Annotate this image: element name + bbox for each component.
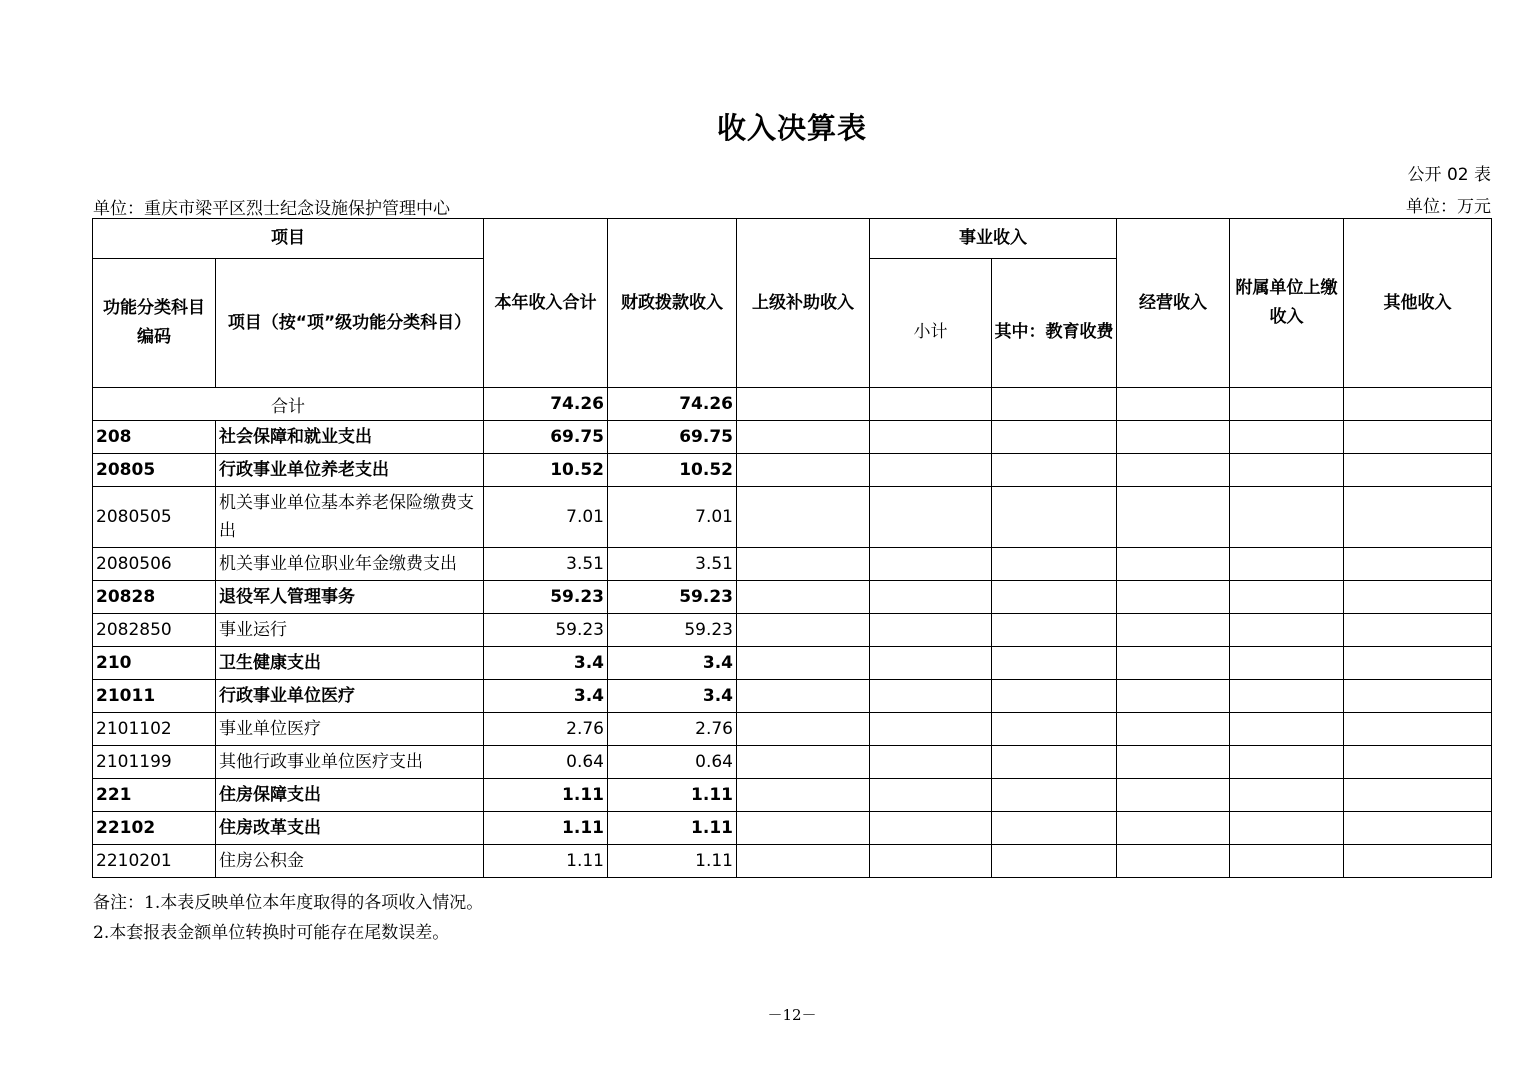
income-table xyxy=(92,218,1492,878)
empty-cell xyxy=(1230,421,1344,454)
empty-cell xyxy=(870,614,992,647)
empty-cell xyxy=(737,454,870,487)
empty-cell xyxy=(992,779,1117,812)
row-total: 1.11 xyxy=(484,812,608,845)
empty-cell xyxy=(1117,713,1230,746)
empty-cell xyxy=(1117,548,1230,581)
empty-cell xyxy=(737,812,870,845)
empty-cell xyxy=(737,647,870,680)
empty-cell xyxy=(870,812,992,845)
empty-cell xyxy=(1230,388,1344,421)
row-total: 69.75 xyxy=(484,421,608,454)
empty-cell xyxy=(1230,454,1344,487)
row-total: 10.52 xyxy=(484,454,608,487)
empty-cell xyxy=(1117,388,1230,421)
empty-cell xyxy=(1344,812,1492,845)
table-row xyxy=(93,421,1492,454)
row-name: 退役军人管理事务 xyxy=(216,581,484,614)
header-education: 其中：教育收费 xyxy=(992,259,1117,388)
empty-cell xyxy=(1230,647,1344,680)
table-row xyxy=(93,680,1492,713)
empty-cell xyxy=(1344,421,1492,454)
table-row xyxy=(93,779,1492,812)
organization-unit: 单位：重庆市梁平区烈士纪念设施保护管理中心 xyxy=(93,199,450,219)
empty-cell xyxy=(992,713,1117,746)
empty-cell xyxy=(992,812,1117,845)
empty-cell xyxy=(992,647,1117,680)
row-code: 2080506 xyxy=(93,548,216,581)
empty-cell xyxy=(992,581,1117,614)
header-fiscal: 财政拨款收入 xyxy=(608,219,737,388)
empty-cell xyxy=(992,487,1117,548)
header-code: 功能分类科目编码 xyxy=(93,259,216,388)
empty-cell xyxy=(1344,388,1492,421)
row-code: 2101199 xyxy=(93,746,216,779)
empty-cell xyxy=(737,388,870,421)
row-total: 3.4 xyxy=(484,647,608,680)
empty-cell xyxy=(737,614,870,647)
row-total: 1.11 xyxy=(484,779,608,812)
row-fiscal: 3.4 xyxy=(608,647,737,680)
table-row xyxy=(93,454,1492,487)
empty-cell xyxy=(870,487,992,548)
empty-cell xyxy=(1117,779,1230,812)
header-total: 本年收入合计 xyxy=(484,219,608,388)
empty-cell xyxy=(870,581,992,614)
header-project: 项目 xyxy=(93,219,484,259)
header-name: 项目（按“项”级功能分类科目） xyxy=(216,259,484,388)
row-code: 20828 xyxy=(93,581,216,614)
row-name: 住房保障支出 xyxy=(216,779,484,812)
empty-cell xyxy=(1344,680,1492,713)
row-name: 行政事业单位养老支出 xyxy=(216,454,484,487)
empty-cell xyxy=(1344,454,1492,487)
row-code: 21011 xyxy=(93,680,216,713)
empty-cell xyxy=(737,680,870,713)
empty-cell xyxy=(992,680,1117,713)
empty-cell xyxy=(737,581,870,614)
row-name: 事业运行 xyxy=(216,614,484,647)
row-fiscal: 1.11 xyxy=(608,845,737,878)
page-number: －12－ xyxy=(767,1006,817,1024)
row-total: 59.23 xyxy=(484,614,608,647)
row-total: 1.11 xyxy=(484,845,608,878)
empty-cell xyxy=(1117,746,1230,779)
row-total: 59.23 xyxy=(484,581,608,614)
row-code: 2082850 xyxy=(93,614,216,647)
row-fiscal: 1.11 xyxy=(608,779,737,812)
empty-cell xyxy=(992,614,1117,647)
note-1: 备注：1.本表反映单位本年度取得的各项收入情况。 xyxy=(93,893,484,913)
empty-cell xyxy=(737,845,870,878)
row-total: 7.01 xyxy=(484,487,608,548)
empty-cell xyxy=(1344,845,1492,878)
table-row xyxy=(93,487,1492,548)
row-code: 20805 xyxy=(93,454,216,487)
row-name: 社会保障和就业支出 xyxy=(216,421,484,454)
table-row xyxy=(93,581,1492,614)
row-fiscal: 7.01 xyxy=(608,487,737,548)
row-code: 208 xyxy=(93,421,216,454)
row-name: 机关事业单位职业年金缴费支出 xyxy=(216,548,484,581)
notes xyxy=(93,888,483,948)
row-name: 机关事业单位基本养老保险缴费支出 xyxy=(216,487,484,548)
empty-cell xyxy=(870,746,992,779)
empty-cell xyxy=(870,454,992,487)
table-row xyxy=(93,548,1492,581)
header-superior: 上级补助收入 xyxy=(737,219,870,388)
header-subtotal: 小计 xyxy=(870,259,992,388)
empty-cell xyxy=(870,779,992,812)
empty-cell xyxy=(1117,487,1230,548)
empty-cell xyxy=(1230,845,1344,878)
table-row xyxy=(93,614,1492,647)
row-code: 2080505 xyxy=(93,487,216,548)
header-affiliated: 附属单位上缴收入 xyxy=(1230,219,1344,388)
row-code: 2210201 xyxy=(93,845,216,878)
page-title: 收入决算表 xyxy=(716,111,867,145)
row-fiscal: 3.4 xyxy=(608,680,737,713)
table-row xyxy=(93,713,1492,746)
row-name: 行政事业单位医疗 xyxy=(216,680,484,713)
empty-cell xyxy=(870,548,992,581)
row-name: 事业单位医疗 xyxy=(216,713,484,746)
table-row xyxy=(93,845,1492,878)
form-number: 公开 02 表 xyxy=(1407,165,1491,185)
header-operating: 经营收入 xyxy=(1117,219,1230,388)
empty-cell xyxy=(1230,614,1344,647)
row-fiscal: 1.11 xyxy=(608,812,737,845)
empty-cell xyxy=(870,845,992,878)
note-2: 2.本套报表金额单位转换时可能存在尾数误差。 xyxy=(93,923,450,943)
row-fiscal: 59.23 xyxy=(608,614,737,647)
header-business: 事业收入 xyxy=(870,219,1117,259)
row-fiscal: 0.64 xyxy=(608,746,737,779)
empty-cell xyxy=(1230,779,1344,812)
empty-cell xyxy=(1344,614,1492,647)
empty-cell xyxy=(1344,647,1492,680)
empty-cell xyxy=(1117,454,1230,487)
empty-cell xyxy=(1344,746,1492,779)
header-other: 其他收入 xyxy=(1344,219,1492,388)
row-total: 3.4 xyxy=(484,680,608,713)
empty-cell xyxy=(1117,647,1230,680)
empty-cell xyxy=(992,454,1117,487)
empty-cell xyxy=(1230,713,1344,746)
empty-cell xyxy=(737,548,870,581)
row-name: 住房公积金 xyxy=(216,845,484,878)
empty-cell xyxy=(1117,680,1230,713)
row-code: 2101102 xyxy=(93,713,216,746)
currency-unit: 单位：万元 xyxy=(1406,197,1491,217)
empty-cell xyxy=(737,746,870,779)
empty-cell xyxy=(1117,812,1230,845)
empty-cell xyxy=(870,647,992,680)
empty-cell xyxy=(737,487,870,548)
row-total: 2.76 xyxy=(484,713,608,746)
row-name: 其他行政事业单位医疗支出 xyxy=(216,746,484,779)
total-row xyxy=(93,388,1492,421)
empty-cell xyxy=(1344,779,1492,812)
empty-cell xyxy=(870,388,992,421)
total-label: 合计 xyxy=(93,388,484,421)
empty-cell xyxy=(870,421,992,454)
empty-cell xyxy=(1230,680,1344,713)
row-code: 221 xyxy=(93,779,216,812)
row-fiscal: 2.76 xyxy=(608,713,737,746)
empty-cell xyxy=(1344,487,1492,548)
empty-cell xyxy=(1230,581,1344,614)
row-total: 3.51 xyxy=(484,548,608,581)
row-fiscal: 59.23 xyxy=(608,581,737,614)
empty-cell xyxy=(992,845,1117,878)
row-fiscal: 10.52 xyxy=(608,454,737,487)
empty-cell xyxy=(870,713,992,746)
empty-cell xyxy=(1230,548,1344,581)
row-code: 22102 xyxy=(93,812,216,845)
empty-cell xyxy=(1230,746,1344,779)
empty-cell xyxy=(1117,581,1230,614)
empty-cell xyxy=(737,713,870,746)
empty-cell xyxy=(737,779,870,812)
empty-cell xyxy=(737,421,870,454)
empty-cell xyxy=(1117,614,1230,647)
empty-cell xyxy=(1344,548,1492,581)
table-row xyxy=(93,812,1492,845)
row-name: 卫生健康支出 xyxy=(216,647,484,680)
empty-cell xyxy=(1117,421,1230,454)
row-total: 0.64 xyxy=(484,746,608,779)
empty-cell xyxy=(870,680,992,713)
empty-cell xyxy=(1230,812,1344,845)
empty-cell xyxy=(1344,713,1492,746)
table-row xyxy=(93,647,1492,680)
empty-cell xyxy=(1230,487,1344,548)
row-name: 住房改革支出 xyxy=(216,812,484,845)
empty-cell xyxy=(992,388,1117,421)
empty-cell xyxy=(992,746,1117,779)
total-fiscal: 74.26 xyxy=(608,388,737,421)
empty-cell xyxy=(992,548,1117,581)
row-fiscal: 69.75 xyxy=(608,421,737,454)
empty-cell xyxy=(1344,581,1492,614)
row-fiscal: 3.51 xyxy=(608,548,737,581)
empty-cell xyxy=(1117,845,1230,878)
empty-cell xyxy=(992,421,1117,454)
row-code: 210 xyxy=(93,647,216,680)
total-sum: 74.26 xyxy=(484,388,608,421)
table-row xyxy=(93,746,1492,779)
